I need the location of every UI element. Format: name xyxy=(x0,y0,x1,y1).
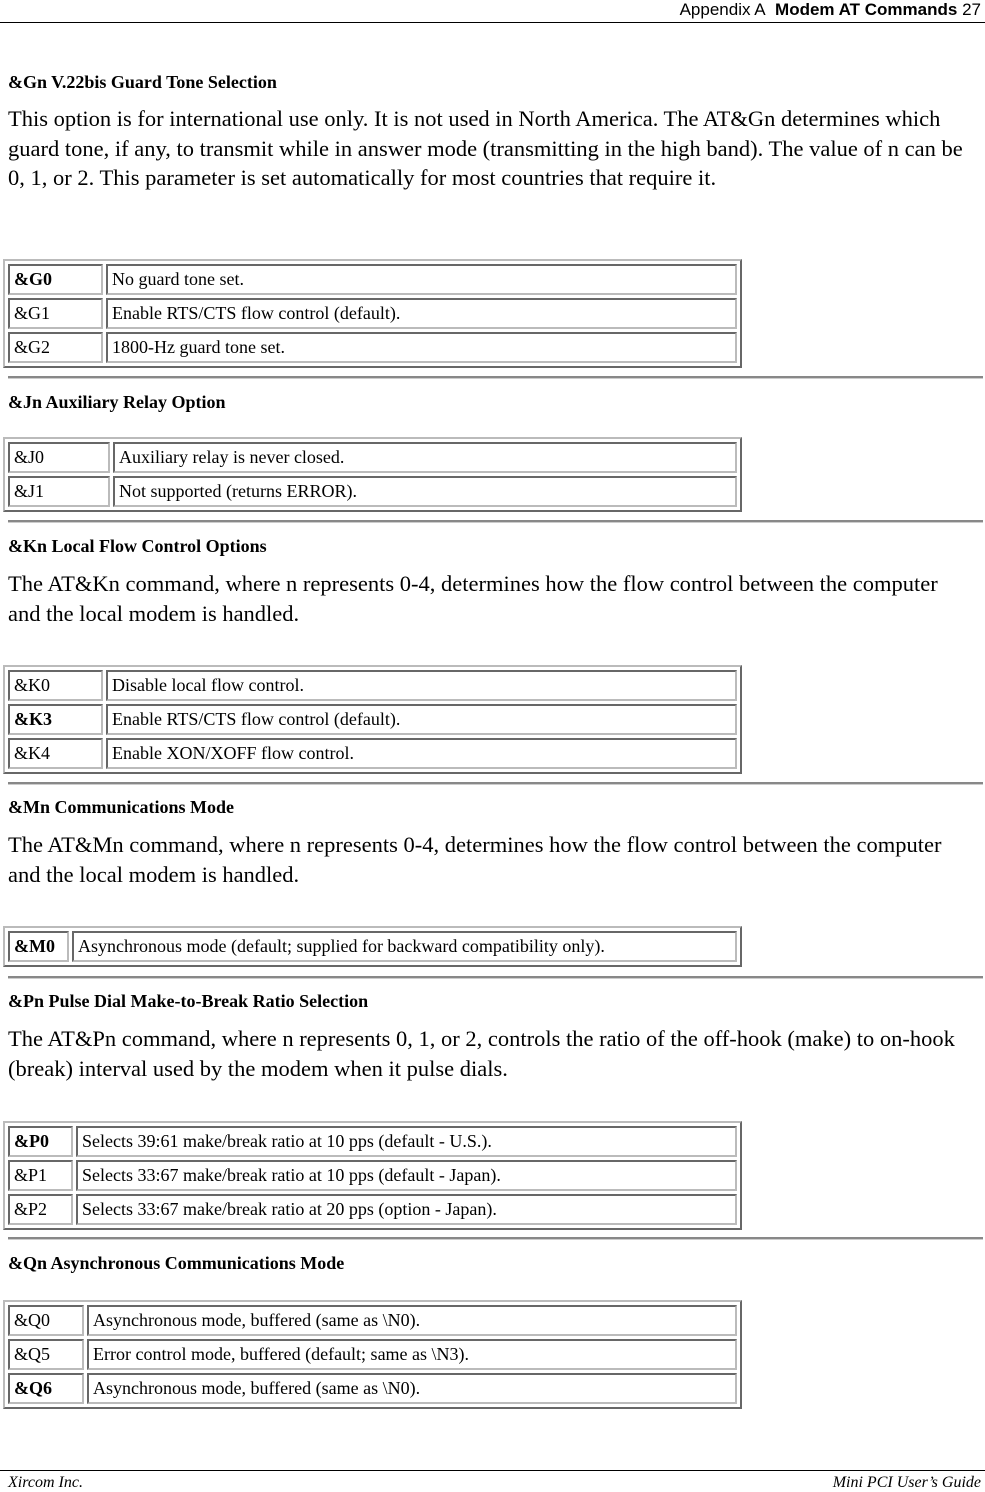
section-heading-qn: &Qn Asynchronous Communications Mode xyxy=(8,1253,345,1273)
table-row xyxy=(8,1373,737,1404)
table-row xyxy=(8,332,737,363)
page-header xyxy=(0,0,985,23)
command-cell: &G2 xyxy=(8,332,103,363)
description-cell: Not supported (returns ERROR). xyxy=(113,476,737,507)
section-para-mn: The AT&Mn command, where n represents 0-4, determines how the flow control between the computer and the local modem is handled. xyxy=(8,832,942,887)
command-cell: &Q5 xyxy=(8,1339,84,1370)
description-cell: Selects 39:61 make/break ratio at 10 pps (default - U.S.). xyxy=(76,1126,737,1157)
table-row xyxy=(8,442,737,473)
command-cell: &G1 xyxy=(8,298,103,329)
header-appendix: Appendix A xyxy=(679,0,766,19)
table-row xyxy=(8,1194,737,1225)
section-para-kn: The AT&Kn command, where n represents 0-4, determines how the flow control between the computer and the local modem is handled. xyxy=(8,571,938,626)
command-cell: &Q0 xyxy=(8,1305,84,1336)
footer-company: Xircom Inc. xyxy=(8,1474,83,1491)
description-cell: Auxiliary relay is never closed. xyxy=(113,442,737,473)
table-row xyxy=(8,264,737,295)
section-heading-pn: &Pn Pulse Dial Make-to-Break Ratio Selection xyxy=(8,991,369,1011)
command-cell: &P2 xyxy=(8,1194,73,1225)
table-row xyxy=(8,1339,737,1370)
description-cell: Asynchronous mode, buffered (same as \N0). xyxy=(87,1305,737,1336)
table-row xyxy=(8,704,737,735)
section-para-pn: The AT&Pn command, where n represents 0, 1, or 2, controls the ratio of the off-hook (make) to on-hook (break) interval used by the modem when it pulse dials. xyxy=(8,1026,955,1081)
footer-guide-title: Mini PCI User’s Guide xyxy=(832,1474,981,1491)
section-divider xyxy=(8,976,983,979)
description-cell: Enable RTS/CTS flow control (default). xyxy=(106,704,737,735)
section-divider xyxy=(8,376,983,379)
table-row xyxy=(8,298,737,329)
table-row xyxy=(8,931,737,962)
table-row xyxy=(8,1160,737,1191)
command-table-mn xyxy=(3,926,742,967)
command-cell: &P1 xyxy=(8,1160,73,1191)
table-row xyxy=(8,1305,737,1336)
section-divider xyxy=(8,1237,983,1240)
table-row xyxy=(8,476,737,507)
command-table-jn xyxy=(3,437,742,512)
description-cell: Enable XON/XOFF flow control. xyxy=(106,738,737,769)
command-cell: &M0 xyxy=(8,931,69,962)
section-divider xyxy=(8,782,983,785)
command-cell: &P0 xyxy=(8,1126,73,1157)
command-cell: &J1 xyxy=(8,476,110,507)
section-heading-gn: &Gn V.22bis Guard Tone Selection xyxy=(8,72,277,92)
command-cell: &K3 xyxy=(8,704,103,735)
description-cell: No guard tone set. xyxy=(106,264,737,295)
table-row xyxy=(8,670,737,701)
description-cell: Enable RTS/CTS flow control (default). xyxy=(106,298,737,329)
section-para-gn: This option is for international use only. It is not used in North America. The AT&Gn determines which guard tone, if any, to transmit while in answer mode (transmitting in the high band). The value of n can be 0, 1, or 2. This parameter is set automatically for most countries that require it. xyxy=(8,106,963,190)
description-cell: Selects 33:67 make/break ratio at 20 pps (option - Japan). xyxy=(76,1194,737,1225)
command-cell: &Q6 xyxy=(8,1373,84,1404)
description-cell: Error control mode, buffered (default; same as \N3). xyxy=(87,1339,737,1370)
description-cell: Asynchronous mode, buffered (same as \N0). xyxy=(87,1373,737,1404)
description-cell: Selects 33:67 make/break ratio at 10 pps (default - Japan). xyxy=(76,1160,737,1191)
description-cell: Disable local flow control. xyxy=(106,670,737,701)
header-title: Modem AT Commands xyxy=(775,0,958,19)
section-heading-jn: &Jn Auxiliary Relay Option xyxy=(8,392,226,412)
table-row xyxy=(8,1126,737,1157)
command-cell: &K4 xyxy=(8,738,103,769)
description-cell: Asynchronous mode (default; supplied for backward compatibility only). xyxy=(72,931,737,962)
command-table-qn xyxy=(3,1300,742,1409)
section-heading-kn: &Kn Local Flow Control Options xyxy=(8,536,267,556)
command-cell: &J0 xyxy=(8,442,110,473)
header-page-number: 27 xyxy=(962,0,981,19)
command-table-kn xyxy=(3,665,742,774)
section-heading-mn: &Mn Communications Mode xyxy=(8,797,234,817)
section-divider xyxy=(8,520,983,523)
page-footer xyxy=(0,1470,985,1491)
header-text xyxy=(680,0,981,20)
table-row xyxy=(8,738,737,769)
command-cell: &K0 xyxy=(8,670,103,701)
description-cell: 1800-Hz guard tone set. xyxy=(106,332,737,363)
command-table-pn xyxy=(3,1121,742,1230)
command-table-gn xyxy=(3,259,742,368)
command-cell: &G0 xyxy=(8,264,103,295)
